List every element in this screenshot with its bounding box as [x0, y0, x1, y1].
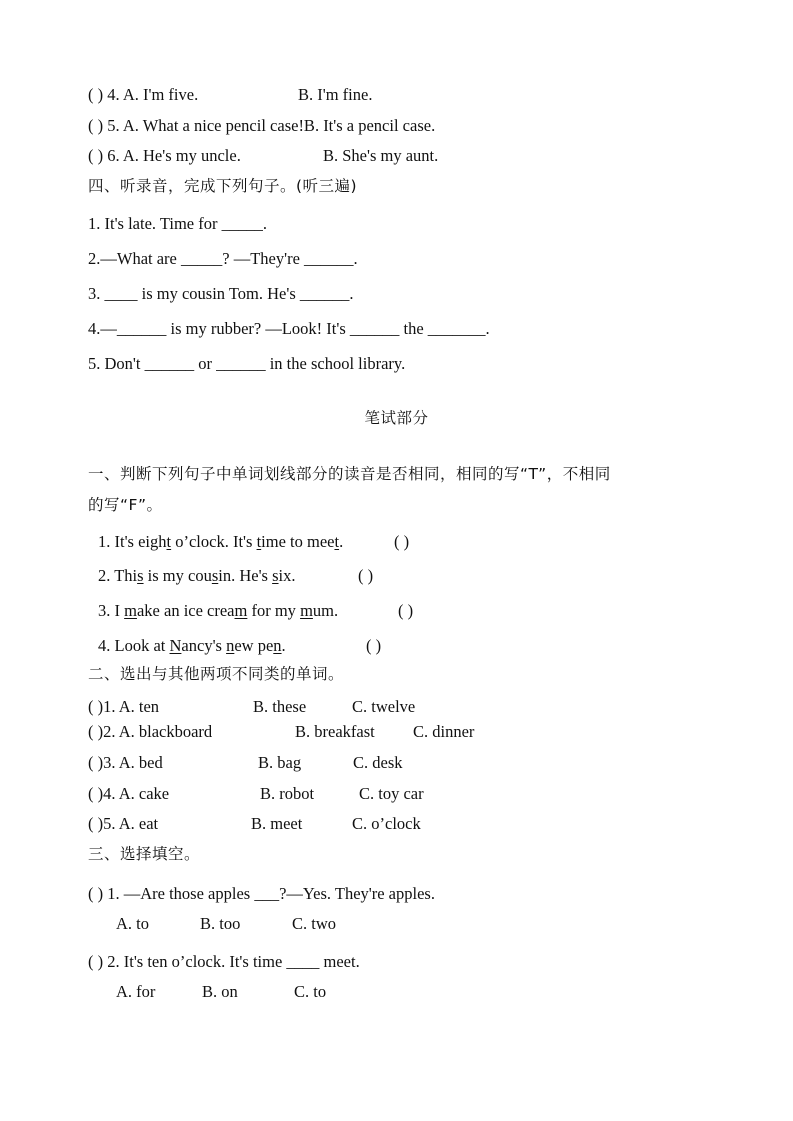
section4-item-1: 1. It's late. Time for _____. — [88, 214, 267, 233]
section4-item-2: 2.—What are _____? —They're ______. — [88, 249, 358, 268]
listening-item-6: ( ) 6. A. He's my uncle. B. She's my aunt. — [88, 146, 439, 165]
section4-item-5: 5. Don't ______ or ______ in the school library. — [88, 354, 406, 373]
w3-item-1-question: ( ) 1. —Are those apples ___?—Yes. They're apples. — [88, 884, 435, 903]
listening-item-4: ( ) 4. A. I'm five. B. I'm fine. — [88, 85, 373, 104]
w1-item-4: 4. Look at Nancy's new pen. ( ) — [98, 636, 382, 655]
w1-item-1: 1. It's eight o’clock. It's time to meet. ( ) — [98, 532, 410, 551]
w1-title-line2: 的写“F”。 — [88, 496, 163, 514]
section4-title: 四、听录音，完成下列句子。(听三遍) — [88, 177, 358, 195]
w2-title: 二、选出与其他两项不同类的单词。 — [88, 665, 345, 683]
w3-item-1-options: A. to B. too C. two — [116, 914, 337, 933]
w1-item-2: 2. This is my cousin. He's six. ( ) — [98, 566, 374, 585]
written-part-title: 笔试部分 — [364, 409, 429, 427]
answer-paren: ( ) — [394, 532, 410, 551]
w3-item-2-options: A. for B. on C. to — [116, 982, 327, 1001]
w2-item-1: ( )1. A. ten B. these C. twelve — [88, 697, 416, 716]
w1-title-line1: 一、判断下列句子中单词划线部分的读音是否相同，相同的写“T”，不相同 — [88, 465, 611, 483]
answer-paren: ( ) — [398, 601, 414, 620]
w2-item-4: ( )4. A. cake B. robot C. toy car — [88, 784, 424, 803]
w2-item-5: ( )5. A. eat B. meet C. o’clock — [88, 814, 421, 833]
w2-item-2: ( )2. A. blackboard B. breakfast C. dinner — [88, 722, 475, 741]
w3-item-2-question: ( ) 2. It's ten o’clock. It's time ____ meet. — [88, 952, 360, 971]
w2-item-3: ( )3. A. bed B. bag C. desk — [88, 753, 403, 772]
answer-paren: ( ) — [366, 636, 382, 655]
section4-item-3: 3. ____ is my cousin Tom. He's ______. — [88, 284, 354, 303]
answer-paren: ( ) — [358, 566, 374, 585]
w3-title: 三、选择填空。 — [88, 845, 201, 863]
listening-item-5: ( ) 5. A. What a nice pencil case!B. It's a pencil case. — [88, 116, 436, 135]
w1-item-3: 3. I make an ice cream for my mum. ( ) — [98, 601, 414, 620]
section4-item-4: 4.—______ is my rubber? —Look! It's ______ the _______. — [88, 319, 490, 338]
